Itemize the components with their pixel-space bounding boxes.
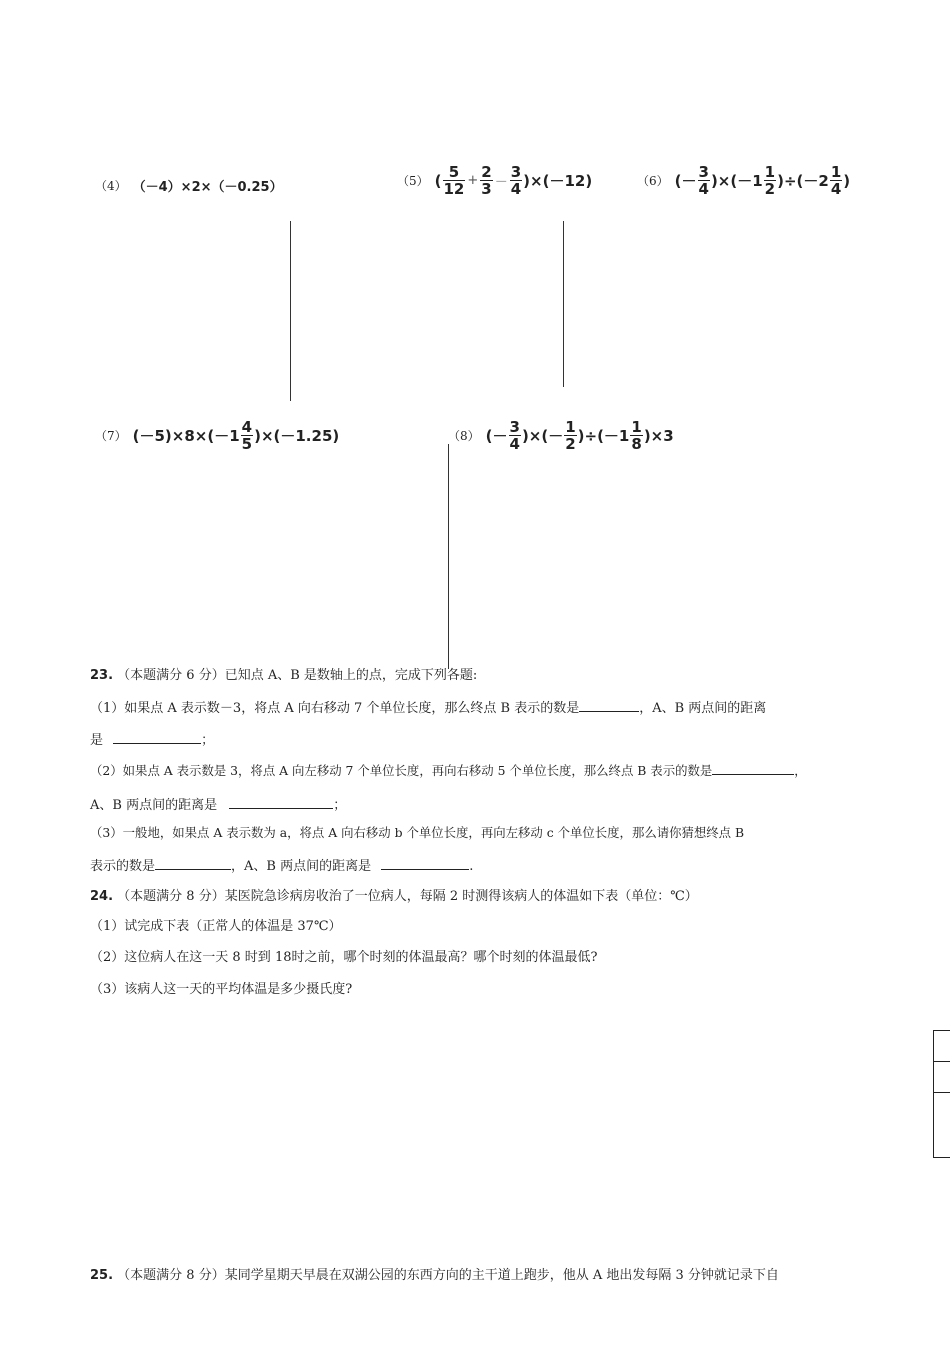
- table-edge-cell: [933, 1092, 950, 1158]
- question-23-part-3-cont: 表示的数是 ，A、B 两点间的距离是 .: [90, 859, 474, 874]
- answer-blank[interactable]: [155, 857, 231, 870]
- fraction: $\frac{1}{2}$: [764, 163, 776, 198]
- problem-5-label: （5）: [397, 174, 429, 188]
- table-edge-cell: [933, 1030, 950, 1062]
- answer-blank[interactable]: [113, 731, 201, 744]
- fraction: $\frac{1}{8}$: [631, 418, 642, 453]
- question-24-part-2: （2）这位病人在这一天 8 时到 18时之前，哪个时刻的体温最高？哪个时刻的体温最低?: [90, 950, 598, 965]
- problem-4-expression: （－4）×2×（－0.25）: [132, 180, 283, 195]
- table-edge-cell: [933, 1061, 950, 1093]
- question-23-part-1-cont: 是 ；: [90, 733, 215, 748]
- fraction: $\frac{2}{3}$: [481, 163, 492, 198]
- problem-7-label: （7）: [95, 429, 127, 443]
- problem-4: [95, 176, 283, 195]
- question-23-heading: 23. （本题满分 6 分）已知点 A、B 是数轴上的点，完成下列各题:: [90, 668, 478, 683]
- problem-7: （7） (－5)×8×(－1 $\frac{4}{5}$ )×(－1.25): [95, 418, 340, 453]
- answer-blank[interactable]: [712, 762, 794, 775]
- answer-blank[interactable]: [229, 796, 333, 809]
- problem-8-label: （8）: [448, 429, 480, 443]
- problem-6-label: （6）: [637, 174, 669, 188]
- fraction: $\frac{1}{4}$: [830, 163, 842, 198]
- divider-line: [448, 444, 449, 669]
- question-24-part-1: （1）试完成下表（正常人的体温是 37℃）: [90, 919, 342, 934]
- question-24-part-3: （3）该病人这一天的平均体温是多少摄氏度?: [90, 982, 353, 997]
- fraction: $\frac{1}{2}$: [565, 418, 576, 453]
- problem-4-label: （4）: [95, 179, 127, 193]
- fraction: $\frac{3}{4}$: [509, 418, 520, 453]
- fraction: $\frac{4}{5}$: [241, 418, 253, 453]
- question-24-heading: 24. （本题满分 8 分）某医院急诊病房收治了一位病人，每隔 2 时测得该病人的体温如下表（单位：℃）: [90, 889, 698, 904]
- answer-blank[interactable]: [381, 857, 469, 870]
- problem-8: （8） (－ $\frac{3}{4}$ )×(－ $\frac{1}{2}$ )÷(－1 $\frac{1}{8}$ )×3: [448, 418, 674, 453]
- fraction: $\frac{3}{4}$: [698, 163, 709, 198]
- problem-5-open: (: [434, 171, 442, 190]
- question-23-part-1: （1）如果点 A 表示数－3，将点 A 向右移动 7 个单位长度，那么终点 B 表示的数是 ，A、B 两点间的距离: [90, 701, 767, 716]
- problem-5: （5） ( $\frac{5}{12}$ + $\frac{2}{3}$ － $\frac{3}{4}$ )×(－12): [397, 163, 593, 198]
- problem-6: （6） (－ $\frac{3}{4}$ )×(－1 $\frac{1}{2}$ )÷(－2 $\frac{1}{4}$ ): [637, 163, 851, 198]
- fraction: $\frac{5}{12}$: [443, 163, 465, 198]
- fraction: $\frac{3}{4}$: [510, 163, 522, 198]
- divider-line: [290, 221, 291, 401]
- divider-line: [563, 221, 564, 387]
- answer-blank[interactable]: [579, 699, 639, 712]
- question-23-part-2: （2）如果点 A 表示数是 3，将点 A 向左移动 7 个单位长度，再向右移动 5 个单位长度，那么终点 B 表示的数是 ，: [90, 763, 807, 778]
- question-23-part-2-cont: A、B 两点间的距离是 ；: [90, 798, 347, 813]
- question-23-part-3: （3）一般地，如果点 A 表示数为 a，将点 A 向右移动 b 个单位长度，再向左移动 c 个单位长度，那么请你猜想终点 B: [90, 825, 745, 840]
- question-25-heading: 25. （本题满分 8 分）某同学星期天早晨在双湖公园的东西方向的主干道上跑步，他从 A 地出发每隔 3 分钟就记录下自: [90, 1268, 779, 1283]
